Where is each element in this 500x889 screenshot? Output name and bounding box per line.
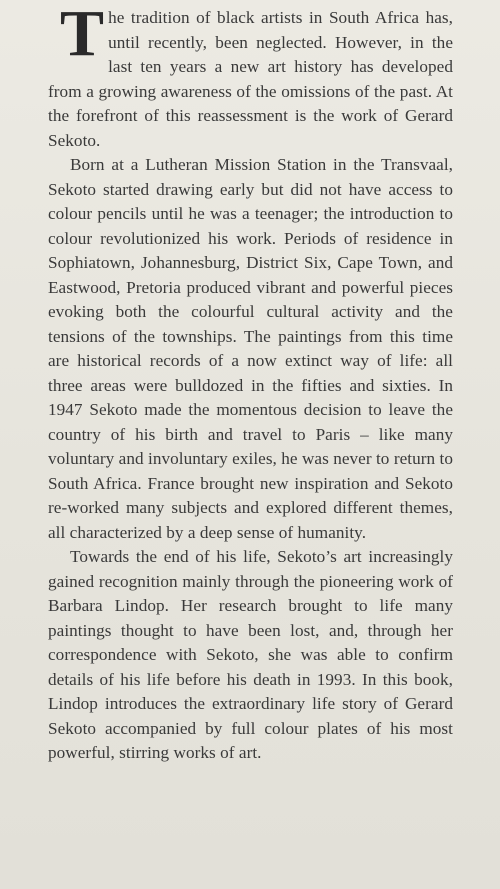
paragraph-2: Born at a Lutheran Mission Station in the Transvaal, Sekoto started drawing early but did not have access to colour pencils until he was a teenager; the introduction to colour revolutionized his work. Periods of residence in Sophiatown, Johannesburg, District Six, Cape Town, and Eastwood, Pretoria produced vibrant and powerful pieces evoking both the colourful cultural activity and the tensions of the townships. The paintings from this time are historical records of a now extinct way of life: all three areas were bulldozed in the fifties and sixties. In 1947 Sekoto made the momentous decision to leave the country of his birth and travel to Paris – like many voluntary and involuntary exiles, he was never to return to South Africa. France brought new inspiration and Sekoto re-worked many subjects and explored different themes, all characterized by a deep sense of humanity. bbox=[48, 155, 453, 542]
drop-cap: T bbox=[60, 0, 105, 70]
paragraph-3: Towards the end of his life, Sekoto’s art increasingly gained recognition mainly through the pioneering work of Barbara Lindop. Her research brought to life many paintings thought to have been lost, and, through her correspondence with Sekoto, she was able to confirm details of his life before his death in 1993. In this book, Lindop introduces the extraordinary life story of Gerard Sekoto accompanied by full colour plates of his most powerful, stirring works of art. bbox=[48, 547, 453, 762]
book-page bbox=[48, 0, 453, 882]
paragraph-1 bbox=[48, 0, 453, 153]
paragraph-1-text: he tradition of black artists in South Africa has, until recently, been neglected. However, in the last ten years a new art history has developed from a growing awareness of the omissions of the past. At the forefront of this reassessment is the work of Gerard Sekoto. bbox=[48, 8, 453, 150]
